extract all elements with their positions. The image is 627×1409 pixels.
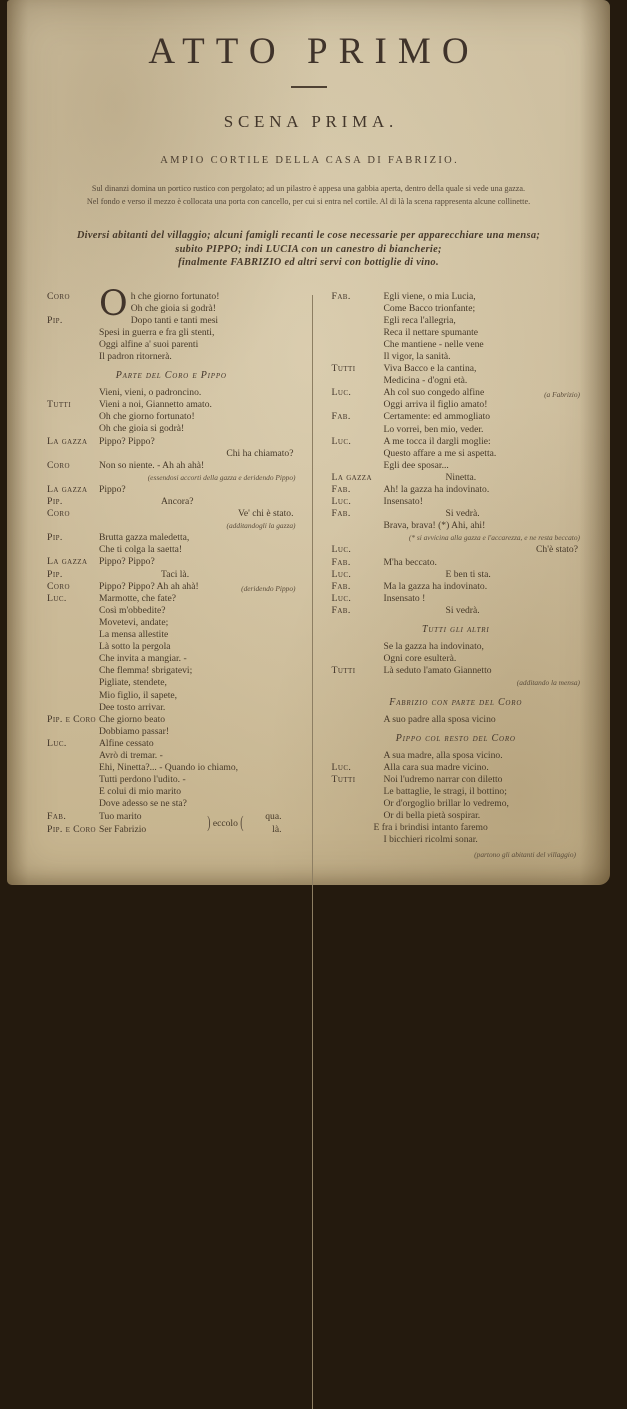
verse-text: Or di bella pietà sospirar. [383, 810, 481, 822]
verse-text: Brava, brava! (*) Ahi, ahi! [383, 520, 486, 532]
verse-text: Pippo? Pippo? [99, 556, 155, 568]
speaker-label: Coro [47, 459, 70, 471]
verse-text: Ve' chi è stato. [237, 508, 294, 520]
brace-row [47, 811, 296, 823]
verse-text: Si vedrà. [445, 604, 480, 616]
dialogue-entry [332, 411, 581, 435]
verse-text: Ser Fabrizio [99, 823, 147, 835]
verse-line [99, 460, 296, 472]
speaker-label: Tutti [331, 665, 356, 677]
speaker-label: Coro [47, 508, 70, 520]
speaker-label: Fab. [331, 556, 351, 568]
brace-middle [207, 813, 244, 832]
dialogue-entry [332, 714, 581, 726]
verse-line [384, 714, 581, 726]
speaker-label: Fab. [331, 580, 351, 592]
verse-line [99, 738, 296, 750]
verse-line [384, 750, 581, 762]
verse-block [384, 750, 581, 762]
speaker-label: Luc. [331, 761, 352, 773]
verse-line [384, 496, 581, 508]
drop-cap: O [99, 283, 128, 324]
verse-text: Chi ha chiamato? [226, 447, 294, 459]
verse-text: Oh che giorno fortunato! [99, 411, 195, 423]
verse-line [99, 411, 296, 423]
verse-line [99, 315, 296, 327]
verse-line [99, 339, 296, 351]
verse-line [384, 569, 581, 581]
verse-line [99, 653, 296, 665]
verse-line [99, 750, 296, 762]
verse-block [99, 460, 296, 484]
dialogue-entry [47, 532, 296, 556]
verse-text: Pippo? [99, 483, 126, 495]
dialogue-entry [47, 593, 296, 714]
dialogue-entry [47, 569, 296, 581]
verse-text: E colui di mio marito [99, 786, 182, 798]
verse-text: Tutti perdono l'udito. - [99, 774, 186, 786]
verse-text: E ben ti sta. [445, 568, 491, 580]
verse-block [99, 738, 296, 811]
dialogue-entry [332, 472, 581, 484]
speaker-label: Fab. [331, 411, 351, 423]
dialogue-entry [332, 544, 581, 556]
stage-note: (additandogli la gazza) [226, 521, 296, 531]
verse-text: Là sotto la pergola [99, 641, 171, 653]
verse-text: Ancora? [161, 496, 194, 507]
section-heading: Pippo col resto del Coro [395, 732, 516, 744]
verse-text: Ma la gazza ha indovinato. [383, 580, 488, 592]
speaker-label: La gazza [331, 471, 372, 483]
verse-line [384, 375, 581, 387]
dialogue-entry [332, 496, 581, 508]
verse-line [384, 424, 581, 436]
dialogue-entry [47, 399, 296, 435]
verse-line [384, 544, 581, 556]
verse-block [384, 569, 581, 581]
verse-block [99, 556, 296, 568]
verse-text: Movetevi, andate; [99, 616, 169, 628]
verse-text: Dopo tanti e tanti mesi [130, 314, 219, 326]
dialogue-entry [47, 460, 296, 484]
verse-line [384, 448, 581, 460]
dialogue-entry [332, 484, 581, 496]
dialogue-entry [47, 556, 296, 568]
verse-line [384, 653, 581, 665]
verse-line [384, 810, 581, 822]
verse-text: Ah col suo congedo alfine [383, 387, 485, 399]
dialogue-entry [332, 508, 581, 544]
title-rule [291, 86, 327, 88]
verse-line [99, 786, 296, 798]
speaker-label: Luc. [331, 435, 352, 447]
verse-text: Ah! la gazza ha indovinato. [383, 484, 490, 495]
verse-line [99, 448, 296, 460]
verse-line [99, 544, 296, 556]
verse-text: Egli dee sposar... [383, 459, 449, 471]
speaker-label: Luc. [331, 568, 352, 580]
brace-icon: ) [207, 813, 211, 832]
verse-block [99, 484, 296, 496]
verse-text: Medicina - d'ogni età. [383, 375, 468, 387]
verse-text: Tuo marito [99, 811, 142, 823]
speaker-label: Luc. [331, 387, 352, 399]
verse-line [384, 508, 581, 520]
verse-text: Le battaglie, le stragi, il bottino; [383, 786, 507, 798]
stage-note: (essendosi accorti della gazza e deridendo Pippo) [147, 472, 296, 482]
verse-block [99, 436, 296, 448]
verse-text: Oggi arriva il figlio amato! [383, 399, 488, 411]
section-heading: Fabrizio con parte del Coro [389, 696, 523, 708]
verse-line [384, 557, 581, 569]
verse-block [99, 315, 296, 363]
verse-line [99, 399, 296, 411]
dialogue-entry [332, 605, 581, 617]
stage-note: (a Fabrizio) [544, 390, 580, 400]
verse-block [99, 593, 296, 714]
verse-line [99, 508, 296, 520]
dialogue-entry [47, 448, 296, 460]
verse-line [99, 532, 296, 544]
verse-line [99, 617, 296, 629]
scene-heading: SCENA PRIMA. [223, 112, 398, 131]
verse-text: qua. [265, 811, 282, 823]
cast-note [7, 229, 610, 270]
verse-line [99, 726, 296, 738]
stage-direction-line: Nel fondo e verso il mezzo è collocata una porta con cancello, per cui si entra nel cortile. Al di là la scena rappresenta alcune collinette. [86, 196, 531, 206]
verse-text: Pippo? Pippo? [99, 435, 155, 447]
verse-block [99, 448, 296, 460]
verse-text: I bicchieri ricolmi sonar. [383, 834, 478, 846]
verse-text: Alfine cessato [99, 737, 154, 749]
dialogue-entry [332, 750, 581, 762]
verse-text: Ogni core esulterà. [383, 653, 457, 665]
verse-text: Ch'è stato? [536, 544, 578, 556]
speaker-label: Pip. [47, 568, 63, 580]
verse-block [384, 641, 581, 665]
verse-line [384, 593, 581, 605]
act-title: ATTO PRIMO [148, 31, 480, 72]
speaker-label: Tutti [331, 363, 356, 375]
verse-block [99, 496, 296, 508]
verse-block [99, 508, 296, 532]
verse-line [384, 291, 581, 303]
verse-line [99, 593, 296, 605]
verse-text: A suo padre alla sposa vicino [383, 713, 496, 725]
dialogue-entry [47, 484, 296, 496]
verse-text: Viva Bacco e la cantina, [383, 363, 477, 375]
verse-block [384, 508, 581, 544]
dialogue-entry [332, 557, 581, 569]
verse-line [384, 641, 581, 653]
verse-text: Ninetta. [445, 471, 477, 483]
verse-line [384, 774, 581, 786]
dialogue-entry [47, 581, 296, 593]
speaker-label: Luc. [331, 592, 352, 604]
verse-text: Che invita a mangiar. - [99, 653, 187, 665]
verse-line [99, 665, 296, 677]
verse-block [384, 665, 581, 689]
speaker-label: Coro [47, 580, 70, 592]
stage-note: (* si avvicina alla gazza e l'accarezza, e ne resta beccato) [408, 533, 580, 543]
verse-text: Spesi in guerra e fra gli stenti, [99, 326, 215, 338]
verse-text: Insensato! [383, 496, 423, 508]
verse-text: Vieni a noi, Giannetto amato. [99, 399, 212, 411]
dialogue-entry [332, 665, 581, 689]
verse-line [384, 411, 581, 423]
verse-text: Insensato ! [383, 592, 426, 604]
verse-line [99, 423, 296, 435]
dialogue-entry [332, 436, 581, 472]
verse-block [384, 436, 581, 472]
verse-block [384, 363, 581, 387]
verse-text: Dee tosto arrivar. [99, 701, 166, 713]
verse-text: Oggi alfine a' suoi parenti [99, 338, 199, 350]
verse-line [384, 762, 581, 774]
verse-text: Non so niente. - Ah ah ahà! [99, 459, 205, 471]
speaker-label: Pip. [47, 532, 63, 544]
verse-block [99, 581, 296, 593]
stage-directions [7, 183, 610, 208]
verse-line [99, 605, 296, 617]
verse-block [384, 291, 581, 364]
verse-block [384, 581, 581, 593]
verse-text: A sua madre, alla sposa vicino. [383, 749, 503, 761]
verse-text: Oh che gioia si godrà! [99, 423, 185, 435]
verse-text: Mio figlio, il sapete, [99, 689, 178, 701]
verse-line [384, 484, 581, 496]
speaker-label: Pip. [47, 496, 63, 507]
verse-line [99, 484, 296, 496]
verse-block [99, 569, 296, 581]
verse-text: Ehi, Ninetta?... - Quando io chiamo, [99, 762, 239, 774]
verse-line [384, 436, 581, 448]
verse-line [99, 641, 296, 653]
dialogue-entry [332, 593, 581, 605]
dialogue-entry [47, 508, 296, 532]
verse-text: La mensa allestite [99, 629, 169, 641]
verse-line [384, 798, 581, 810]
verse-text: Reca il nettare spumante [383, 326, 479, 338]
verse-text: Là seduto l'amato Giannetto [383, 665, 492, 677]
right-column [314, 291, 581, 861]
speaker-label: Luc. [47, 737, 67, 749]
verse-line [384, 665, 581, 677]
cast-note-line: finalmente FABRIZIO ed altri servi con bottiglie di vino. [178, 257, 439, 268]
verse-line [384, 834, 581, 846]
dialogue-entry [47, 496, 296, 508]
section-heading: Parte del Coro e Pippo [115, 370, 227, 382]
verse-text: Certamente: ed ammogliato [383, 411, 491, 423]
verse-line [99, 351, 296, 363]
stage-direction-line: Sul dinanzi domina un portico rustico con pergolato; ad un pilastro è appesa una gabbia aperta, dentro della quale si vede una gazza. [91, 184, 526, 193]
left-column [47, 283, 314, 861]
verse-block [384, 544, 581, 556]
verse-line [384, 387, 581, 399]
verse-line [99, 496, 296, 508]
speaker-label: Tutti [331, 773, 356, 785]
verse-text: Che giorno beato [99, 713, 166, 725]
verse-text: Lo vorrei, ben mio, veder. [383, 423, 484, 435]
verse-line [99, 327, 296, 339]
verse-line [384, 520, 581, 532]
verse-block [373, 773, 581, 847]
brace-group [47, 811, 296, 835]
cast-note-line: subito PIPPO; indi LUCIA con un canestro di biancherie; [175, 243, 442, 255]
dialogue-entry [47, 387, 296, 399]
speaker-label: Luc. [331, 544, 352, 556]
speaker-label: Fab. [331, 604, 351, 616]
verse-line [99, 569, 296, 581]
verse-line [384, 339, 581, 351]
verse-text: Or d'orgoglio brillar lo vedremo, [383, 798, 509, 810]
verse-text: Pippo? Pippo? Ah ah ahà! [99, 580, 199, 592]
dialogue-entry [332, 774, 581, 847]
book-page [7, 0, 610, 885]
speaker-label: Pip. [47, 314, 63, 326]
verse-line [99, 690, 296, 702]
verse-block [99, 387, 296, 399]
verse-text: Noi l'udremo narrar con diletto [383, 773, 503, 785]
verse-line [99, 774, 296, 786]
speaker-label: Luc. [331, 496, 352, 508]
verse-line [384, 581, 581, 593]
verse-line [99, 629, 296, 641]
verse-text: M'ha beccato. [383, 556, 437, 568]
verse-line [374, 822, 581, 834]
verse-line [99, 798, 296, 810]
speaker-label: Pip. e Coro [47, 713, 97, 725]
verse-line [99, 762, 296, 774]
verse-text: Se la gazza ha indovinato, [383, 641, 484, 653]
dialogue-entry [332, 762, 581, 774]
verse-block [99, 532, 296, 556]
speaker-label: Fab. [331, 290, 351, 302]
stage-note: (deridendo Pippo) [241, 583, 296, 593]
verse-block [384, 411, 581, 435]
verse-line [384, 327, 581, 339]
verse-line [384, 351, 581, 363]
verse-line [99, 387, 296, 399]
brace-row [47, 824, 296, 836]
column-divider [312, 295, 313, 1409]
verse-text: E fra i brindisi intanto faremo [373, 822, 488, 834]
verse-text: Questo affare a me si aspetta. [383, 447, 497, 459]
speaker-label: Fab. [331, 484, 351, 495]
verse-text: Il vigor, la sanità. [383, 350, 451, 362]
dialogue-entry [332, 569, 581, 581]
verse-line [384, 460, 581, 472]
speaker-label: La gazza [47, 556, 88, 568]
section-heading: Tutti gli altri [421, 624, 490, 636]
stage-note: (additando la mensa) [516, 678, 580, 688]
verse-line [99, 702, 296, 714]
speaker-label: La gazza [47, 483, 88, 495]
verse-block [384, 472, 581, 484]
verse-block [384, 762, 581, 774]
verse-line [99, 556, 296, 568]
dialogue-entry [332, 291, 581, 364]
verse-line [99, 677, 296, 689]
verse-block [384, 605, 581, 617]
verse-text: A me tocca il dargli moglie: [383, 435, 491, 447]
dialogue-entry [332, 387, 581, 411]
verse-text: eccolo [210, 817, 241, 829]
verse-block [99, 714, 296, 738]
speaker-label: La gazza [47, 435, 88, 447]
verse-block [384, 593, 581, 605]
dialogue-entry [47, 738, 296, 811]
verse-line [384, 472, 581, 484]
verse-text: Egli viene, o mia Lucia, [383, 290, 476, 302]
speaker-label: Pip. e Coro [47, 823, 97, 835]
dialogue-entry [47, 714, 296, 738]
verse-text: Dobbiamo passar! [99, 725, 170, 737]
verse-text: Che ti colga la saetta! [99, 544, 183, 556]
verse-block [384, 714, 581, 726]
verse-text: Egli reca l'allegria, [383, 314, 456, 326]
dialogue-entry [47, 436, 296, 448]
speaker-label: Luc. [47, 592, 67, 604]
verse-line [384, 363, 581, 375]
dialogue-entry [332, 581, 581, 593]
verse-text: Dove adesso se ne sta? [99, 798, 187, 810]
verse-block [384, 557, 581, 569]
verse-block [384, 484, 581, 496]
verse-text: Marmotte, che fate? [99, 592, 176, 604]
verse-text: Vieni, vieni, o padroncino. [99, 387, 202, 399]
verse-line [99, 436, 296, 448]
verse-block [384, 496, 581, 508]
verse-text: Oh che gioia si godrà! [130, 302, 216, 314]
dialogue-entry [332, 363, 581, 387]
verse-text: Si vedrà. [445, 508, 480, 520]
brace-icon: ( [240, 813, 244, 832]
verse-text: Alla cara sua madre vicino. [383, 761, 489, 773]
verse-text: Che mantiene - nelle vene [383, 338, 484, 350]
verse-text: Che flemma! sbrigatevi; [99, 665, 193, 677]
speaker-label: Coro [47, 290, 70, 302]
verse-line [384, 303, 581, 315]
verse-line [384, 786, 581, 798]
verse-text: Il padron ritornerà. [99, 350, 172, 362]
scene-subheading: AMPIO CORTILE DELLA CASA DI FABRIZIO. [160, 155, 460, 166]
dialogue-entry [47, 315, 296, 363]
speaker-label: Tutti [47, 399, 71, 411]
verse-text: Così m'obbedite? [99, 604, 166, 616]
verse-line [384, 605, 581, 617]
verse-text: Come Bacco trionfante; [383, 302, 476, 314]
verse-text: Taci là. [161, 568, 190, 580]
verse-line [99, 714, 296, 726]
verse-block [99, 399, 296, 435]
libretto-columns [7, 283, 610, 861]
speaker-label: Fab. [47, 811, 67, 823]
dialogue-entry [332, 641, 581, 665]
stage-note: (partono gli abitanti del villaggio) [474, 849, 576, 859]
verse-text: Avrò di tremar. - [99, 749, 163, 761]
verse-text: h che giorno fortunato! [130, 290, 220, 302]
verse-text: Pigliate, stendete, [99, 677, 167, 689]
cast-note-line: Diversi abitanti del villaggio; alcuni famigli recanti le cose necessarie per apparecchiare una mensa; [76, 230, 541, 241]
verse-text: Brutta gazza maledetta, [99, 532, 190, 544]
verse-text: là. [272, 823, 282, 835]
speaker-label: Fab. [331, 508, 351, 520]
verse-line [384, 315, 581, 327]
verse-block [384, 387, 581, 411]
verse-line [99, 581, 296, 593]
